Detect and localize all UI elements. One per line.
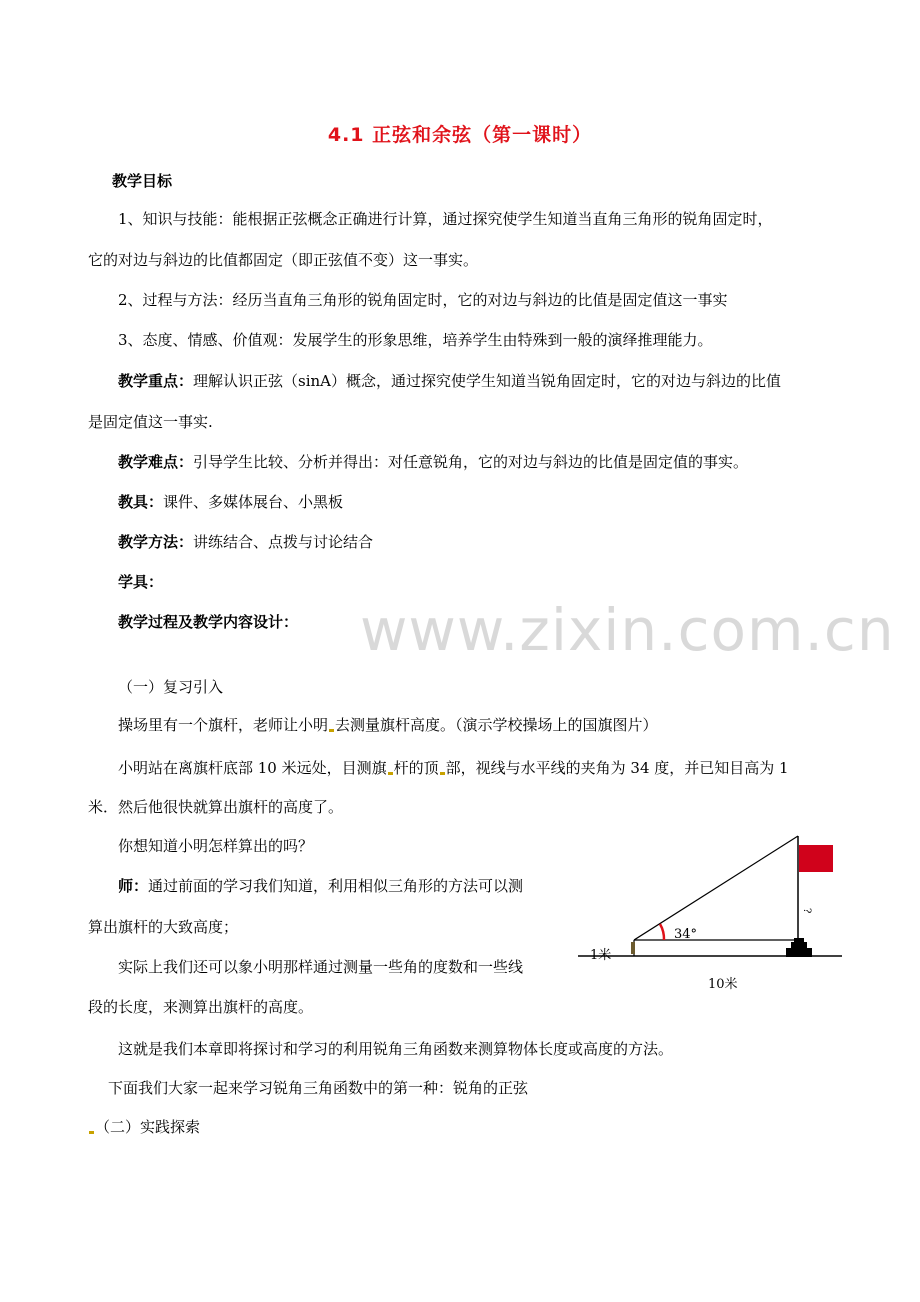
page-title: 4.1 正弦和余弦（第一课时） xyxy=(327,124,593,146)
paragraph-5: 实际上我们还可以象小明那样通过测量一些角的度数和一些线 xyxy=(118,958,524,976)
unknown-height-label: ? xyxy=(801,908,812,914)
paragraph-2-part-2: 杆的顶 xyxy=(393,759,439,777)
process-heading: 教学过程及教学内容设计： xyxy=(118,613,299,631)
paragraph-3: 你想知道小明怎样算出的吗？ xyxy=(118,837,314,855)
teaching-method-text: 讲练结合、点拨与讨论结合 xyxy=(193,533,374,551)
difficulty-label: 教学难点： xyxy=(118,453,194,471)
paragraph-1-part-1: 操场里有一个旗杆，老师让小明 xyxy=(118,716,329,734)
key-point-label: 教学重点： xyxy=(118,372,194,390)
line-of-sight xyxy=(634,836,798,940)
student-tools-label: 学具： xyxy=(118,573,164,591)
key-point-line-2: 是固定值这一事实. xyxy=(88,413,213,431)
flagpole-base-top xyxy=(794,938,804,943)
paragraph-4 xyxy=(118,876,523,896)
objective-1-line-2: 它的对边与斜边的比值都固定（即正弦值不变）这一事实。 xyxy=(88,251,479,269)
section-1-heading: （一）复习引入 xyxy=(118,678,224,696)
teacher-label: 师： xyxy=(118,877,149,895)
mark-icon xyxy=(89,1131,94,1134)
paragraph-1 xyxy=(118,715,658,735)
person-height-label: 1米 xyxy=(590,948,612,963)
flagpole-base xyxy=(786,948,812,957)
objectives-heading: 教学目标 xyxy=(112,172,173,190)
objective-2: 2、过程与方法：经历当直角三角形的锐角固定时，它的对边与斜边的比值是固定值这一事实 xyxy=(118,291,728,309)
paragraph-2 xyxy=(118,758,789,778)
teaching-tools-label: 教具： xyxy=(118,493,164,511)
difficulty xyxy=(118,452,748,472)
flag-icon xyxy=(799,845,833,872)
paragraph-5-line-2: 段的长度，来测算出旗杆的高度。 xyxy=(88,998,314,1016)
mark-icon xyxy=(388,772,393,775)
teaching-tools-text: 课件、多媒体展台、小黑板 xyxy=(163,493,344,511)
flagpole-base-step xyxy=(791,942,807,949)
paragraph-2-part-3: 部，视线与水平线的夹角为 34 度，并已知目高为 1 xyxy=(445,759,789,777)
angle-label: 34° xyxy=(674,927,698,942)
key-point-text: 理解认识正弦（sinA）概念，通过探究使学生知道当锐角固定时，它的对边与斜边的比值 xyxy=(193,372,782,390)
paragraph-7: 下面我们大家一起来学习锐角三角函数中的第一种：锐角的正弦 xyxy=(108,1079,529,1097)
paragraph-4-text: 通过前面的学习我们知道，利用相似三角形的方法可以测 xyxy=(148,877,524,895)
difficulty-text: 引导学生比较、分析并得出：对任意锐角，它的对边与斜边的比值是固定值的事实。 xyxy=(193,453,749,471)
teaching-tools xyxy=(118,492,343,512)
mark-icon xyxy=(440,772,445,775)
objective-1-line-1: 1、知识与技能：能根据正弦概念正确进行计算，通过探究使学生知道当直角三角形的锐角固定时， xyxy=(118,210,773,228)
paragraph-2-line-2: 米．然后他很快就算出旗杆的高度了。 xyxy=(88,798,344,816)
paragraph-4-line-2: 算出旗杆的大致高度； xyxy=(88,918,239,936)
person-icon xyxy=(631,942,635,954)
paragraph-1-part-2: 去测量旗杆高度。（演示学校操场上的国旗图片） xyxy=(335,716,658,734)
distance-label: 10米 xyxy=(708,977,738,992)
teaching-method xyxy=(118,532,373,552)
angle-arc xyxy=(660,924,664,940)
objective-3: 3、态度、情感、价值观：发展学生的形象思维，培养学生由特殊到一般的演绎推理能力。 xyxy=(118,331,713,349)
section-2-heading xyxy=(88,1117,200,1137)
paragraph-2-part-1: 小明站在离旗杆底部 10 米远处，目测旗 xyxy=(118,759,387,777)
key-point xyxy=(118,371,781,391)
mark-icon xyxy=(329,729,334,732)
watermark: www.zixin.com.cn xyxy=(360,596,895,664)
paragraph-6: 这就是我们本章即将探讨和学习的利用锐角三角函数来测算物体长度或高度的方法。 xyxy=(118,1040,674,1058)
flagpole-diagram xyxy=(570,830,845,1000)
teaching-method-label: 教学方法： xyxy=(118,533,194,551)
section-2-text: （二）实践探索 xyxy=(95,1118,201,1136)
